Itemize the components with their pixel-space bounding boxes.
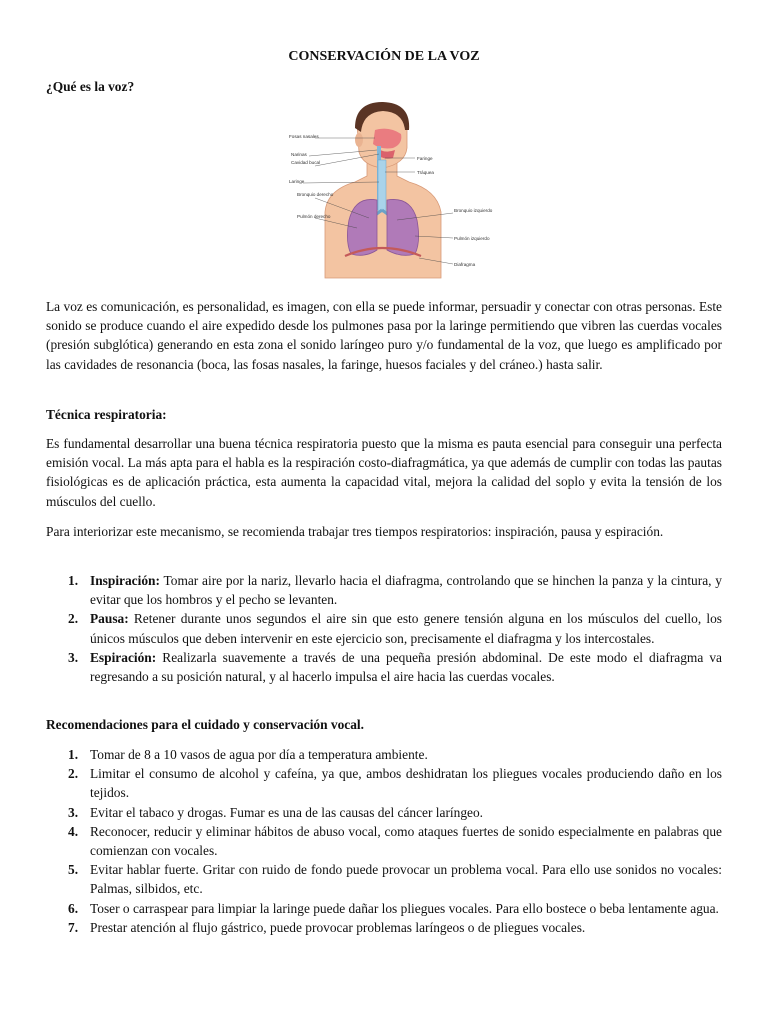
label-fosas-nasales: Fosas nasales bbox=[289, 134, 319, 139]
label-cavidad-bucal: Cavidad bucal bbox=[291, 160, 321, 165]
step-text: Retener durante unos segundos el aire sin que esto genere tensión alguna en los músculos del cuello, los únicos músculos que deben intervenir en este ejercicio son, precisamente el diafragma y los intercostales. bbox=[90, 611, 722, 646]
list-item bbox=[46, 860, 722, 898]
list-item bbox=[46, 764, 722, 802]
list-number: 3. bbox=[68, 804, 79, 820]
list-number: 2. bbox=[68, 611, 79, 627]
document-title: CONSERVACIÓN DE LA VOZ bbox=[288, 49, 480, 64]
label-pulmon-derecho: Pulmón derecho bbox=[297, 214, 331, 219]
paragraph-tecnica-1: Es fundamental desarrollar una buena técnica respiratoria puesto que la misma es pauta esencial para conseguir una perfecta emisión vocal. La más apta para el habla es la respiración costo-diafragmática, ya que además de cumplir con todas las pautas fisiológicas es de aplicación práctica, esta aumenta la capacidad vital, mejora la calidad del soplo y evita la tensión de los músculos del cuello. bbox=[46, 436, 722, 509]
list-item bbox=[46, 822, 722, 860]
list-item bbox=[46, 918, 722, 937]
item-text: Evitar hablar fuerte. Gritar con ruido de fondo puede provocar un problema vocal. Para ello use sonidos no vocales: Palmas, silbidos, etc. bbox=[90, 862, 722, 897]
label-narinas: Narinas bbox=[291, 152, 307, 157]
label-laringe: Laringe bbox=[289, 179, 305, 184]
step-text: Tomar aire por la nariz, llevarlo hacia el diafragma, controlando que se hinchen la panza y la cintura, y evitar que los hombros y el pecho se levanten. bbox=[90, 573, 722, 608]
paragraph-tecnica-2: Para interiorizar este mecanismo, se recomienda trabajar tres tiempos respiratorios: inspiración, pausa y espiración. bbox=[46, 524, 664, 539]
step-term: Inspiración: bbox=[90, 573, 160, 588]
label-pulmon-izquierdo: Pulmón izquierdo bbox=[454, 236, 490, 241]
recommendations-list bbox=[46, 745, 722, 937]
list-number: 5. bbox=[68, 862, 79, 878]
respiratory-diagram-svg bbox=[285, 100, 493, 278]
item-text: Evitar el tabaco y drogas. Fumar es una de las causas del cáncer laríngeo. bbox=[90, 804, 484, 820]
label-bronquio-derecho: Bronquio derecho bbox=[297, 192, 334, 197]
item-text: Limitar el consumo de alcohol y cafeína, ya que, ambos deshidratan los pliegues vocales produciendo daño en los tejidos. bbox=[90, 766, 722, 801]
list-number: 1. bbox=[68, 573, 79, 588]
section-heading-que-es-la-voz: ¿Qué es la voz? bbox=[46, 79, 135, 94]
list-item bbox=[46, 899, 722, 918]
label-bronquio-izquierdo: Bronquio izquierdo bbox=[454, 208, 493, 213]
list-number: 4. bbox=[68, 823, 79, 839]
item-text: Reconocer, reducir y eliminar hábitos de abuso vocal, como ataques fuertes de sonido especialmente en palabras que comienzan con vocales. bbox=[90, 823, 722, 859]
list-item bbox=[46, 745, 722, 764]
list-number: 7. bbox=[68, 919, 79, 935]
list-item bbox=[46, 803, 722, 822]
label-traquea: Tráquea bbox=[417, 170, 434, 175]
label-diafragma: Diafragma bbox=[454, 262, 476, 267]
section-heading-recomendaciones: Recomendaciones para el cuidado y conservación vocal. bbox=[46, 717, 365, 732]
list-item bbox=[46, 571, 722, 609]
breathing-steps-list bbox=[46, 571, 722, 686]
label-faringe: Faringe bbox=[417, 156, 433, 161]
list-item bbox=[46, 609, 722, 647]
step-text: Realizarla suavemente a través de una pequeña presión abdominal. De este modo el diafragma va regresando a su posición natural, y al hacerlo impulsa el aire hacia las cuerdas vocales. bbox=[90, 649, 722, 685]
respiratory-system-illustration bbox=[285, 100, 493, 278]
list-number: 6. bbox=[68, 900, 79, 916]
item-text: Tomar de 8 a 10 vasos de agua por día a temperatura ambiente. bbox=[90, 747, 428, 762]
section-heading-tecnica-respiratoria: Técnica respiratoria: bbox=[46, 407, 167, 422]
list-number: 3. bbox=[68, 649, 79, 665]
list-number: 2. bbox=[68, 766, 79, 782]
list-item bbox=[46, 648, 722, 686]
item-text: Toser o carraspear para limpiar la laringe puede dañar los pliegues vocales. Para ello bostece o beba lentamente agua. bbox=[90, 900, 719, 916]
item-text: Prestar atención al flujo gástrico, puede provocar problemas laríngeos o de pliegues vocales. bbox=[90, 919, 586, 935]
step-term: Pausa: bbox=[90, 611, 129, 627]
paragraph-que-es-la-voz: La voz es comunicación, es personalidad, es imagen, con ella se puede informar, persuadir y conectar con otras personas. Este sonido se produce cuando el aire expedido desde los pulmones pasa por la laringe permitiendo que vibren las cuerdas vocales (presión subglótica) generando en esta zona el sonido laríngeo puro y/o fundamental de la voz, que luego es amplificado por las cavidades de resonancia (boca, las fosas nasales, la faringe, huesos faciales y del cráneo.) hasta salir. bbox=[46, 299, 722, 372]
list-number: 1. bbox=[68, 747, 79, 762]
step-term: Espiración: bbox=[90, 649, 157, 665]
